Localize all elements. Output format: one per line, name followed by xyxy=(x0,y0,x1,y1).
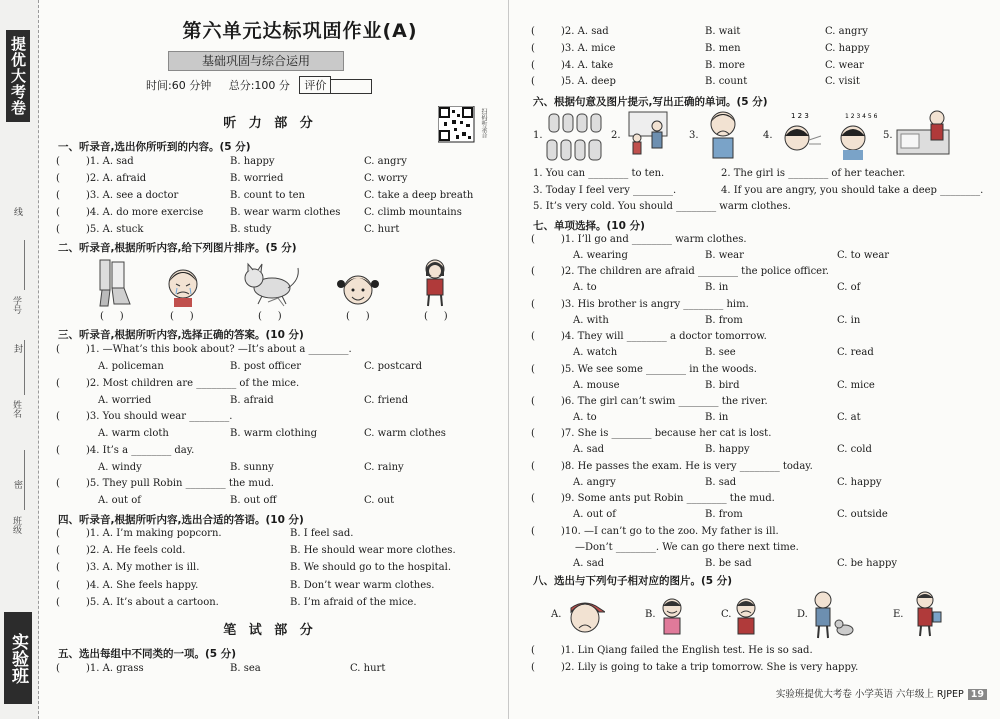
answer-row xyxy=(531,364,757,375)
time-info: 时间:60 分钟 xyxy=(146,79,212,92)
evaluation-box xyxy=(331,79,372,94)
answer-row xyxy=(531,645,813,656)
question-text: )4. It’s a ________ day. xyxy=(86,444,195,456)
option-c: C. hurt xyxy=(350,663,386,674)
fill-blank-line: 1. You can ________ to ten. xyxy=(533,168,665,179)
question-text: )1. I’ll go and ________ warm clothes. xyxy=(561,234,747,245)
answer-paren[interactable]: ( xyxy=(56,579,60,591)
option-a: A. out of xyxy=(573,509,616,521)
answer-row xyxy=(56,190,178,201)
order-paren[interactable]: ( ) xyxy=(100,311,124,322)
answer-paren[interactable]: ( xyxy=(531,396,535,407)
brand-bottom: 实验班 xyxy=(4,612,32,704)
answer-paren[interactable]: ( xyxy=(531,26,535,37)
option-b: B. happy xyxy=(705,444,750,456)
question-text: )3. A. mice xyxy=(561,42,616,54)
answer-row xyxy=(531,266,829,277)
option-a: A. mouse xyxy=(573,379,620,391)
field-line xyxy=(24,450,25,510)
option-b: B. be sad xyxy=(705,557,752,569)
option-b: B. I’m afraid of the mice. xyxy=(290,596,417,608)
answer-paren[interactable]: ( xyxy=(56,596,60,608)
sad-boy-cap-icon xyxy=(565,594,605,638)
section-7-title: 七、单项选择。(10 分) xyxy=(533,220,645,232)
answer-paren[interactable]: ( xyxy=(531,661,535,673)
section-6-title: 六、根据句意及图片提示,写出正确的单词。(5 分) xyxy=(533,96,768,108)
option-b: B. from xyxy=(705,314,743,326)
option-b: B. wear warm clothes xyxy=(230,207,341,218)
answer-row xyxy=(56,478,274,489)
option-b: B. sad xyxy=(705,476,737,488)
section-8-title: 八、选出与下列句子相对应的图片。(5 分) xyxy=(533,575,733,587)
answer-paren[interactable]: ( xyxy=(531,331,535,343)
answer-paren[interactable]: ( xyxy=(56,411,60,422)
answer-row xyxy=(56,207,203,218)
option-a: A. policeman xyxy=(98,361,164,372)
pic-number: 2. xyxy=(611,130,621,141)
question-text: )9. Some ants put Robin ________ the mud. xyxy=(561,493,775,505)
sad-girl-icon xyxy=(733,596,759,638)
answer-row xyxy=(531,299,749,310)
option-c: C. outside xyxy=(837,509,888,521)
option-b: B. Don’t wear warm clothes. xyxy=(290,579,435,591)
order-paren[interactable]: ( ) xyxy=(424,311,448,322)
evaluation-label: 评价 xyxy=(299,76,331,94)
question-text: )5. We see some ________ in the woods. xyxy=(561,363,757,375)
option-b: B. afraid xyxy=(230,394,274,406)
question-text: )6. The girl can’t swim ________ the river. xyxy=(561,396,768,407)
option-c: C. of xyxy=(837,282,861,294)
section-5-title: 五、选出每组中不同类的一项。(5 分) xyxy=(58,648,237,660)
option-c: C. climb mountains xyxy=(364,207,462,218)
question-text: )2. Lily is going to take a trip tomorrow. She is very happy. xyxy=(561,661,859,673)
option-b: B. wear xyxy=(705,250,744,261)
question-text: )3. A. see a doctor xyxy=(86,190,179,201)
question-text: )10. —I can’t go to the zoo. My father is ill. xyxy=(561,525,779,537)
answer-paren[interactable]: ( xyxy=(56,173,60,184)
worried-girl-icon xyxy=(418,256,452,308)
pic-number: 5. xyxy=(883,130,893,141)
option-b: B. men xyxy=(705,42,741,54)
pic-number: 4. xyxy=(763,130,773,141)
answer-row xyxy=(531,234,747,245)
option-a: A. to xyxy=(573,412,597,423)
question-text: —Don’t ________. We can go there next time. xyxy=(575,541,799,553)
option-a: A. to xyxy=(573,282,597,294)
writing-heading: 笔 试 部 分 xyxy=(223,623,317,638)
order-paren[interactable]: ( ) xyxy=(346,311,370,322)
counting-text: 1 2 3 xyxy=(791,112,809,120)
question-text: )8. He passes the exam. He is very ________ today. xyxy=(561,460,813,472)
answer-paren[interactable]: ( xyxy=(56,344,60,355)
section-3-title: 三、听录音,根据所听内容,选择正确的答案。(10 分) xyxy=(58,329,304,341)
option-label: B. xyxy=(645,609,656,620)
boy-with-dog-icon xyxy=(809,590,855,640)
order-paren[interactable]: ( ) xyxy=(170,311,194,322)
boy-with-bag-icon xyxy=(907,590,943,638)
page-title: 第六单元达标巩固作业(A) xyxy=(182,20,418,42)
answer-row xyxy=(56,580,198,591)
option-b: B. sea xyxy=(230,663,261,674)
answer-row xyxy=(531,26,609,37)
answer-paren[interactable]: ( xyxy=(531,298,535,310)
option-b: B. sunny xyxy=(230,461,274,473)
fill-blank-line: 5. It’s very cold. You should ________ warm clothes. xyxy=(533,201,791,212)
binding-strip xyxy=(0,0,39,719)
answer-paren[interactable]: ( xyxy=(56,478,60,489)
teacher-student-icon xyxy=(625,110,671,158)
brand-top: 提优大考卷 xyxy=(6,30,30,122)
answer-paren[interactable]: ( xyxy=(56,224,60,235)
answer-row xyxy=(56,156,134,167)
option-label: C. xyxy=(721,609,732,620)
question-text: )4. A. take xyxy=(561,59,614,71)
footer-text: 实验班提优大考卷 小学英语 六年级上 RJPEP xyxy=(775,689,964,700)
field-line xyxy=(24,340,25,395)
option-label: E. xyxy=(893,609,904,620)
question-text: )1. A. I’m making popcorn. xyxy=(86,528,222,539)
wear-clothes-icon xyxy=(893,108,953,160)
answer-paren[interactable]: ( xyxy=(531,363,535,375)
option-a: A. wearing xyxy=(573,250,628,261)
option-b: B. We should go to the hospital. xyxy=(290,562,452,574)
option-c: C. visit xyxy=(825,76,860,88)
option-c: C. in xyxy=(837,314,861,326)
option-a: A. angry xyxy=(573,476,616,488)
answer-row xyxy=(531,331,767,342)
field-student-id: 学号 xyxy=(11,296,21,314)
cut-mark: 封 xyxy=(14,340,23,357)
option-b: B. worried xyxy=(230,173,284,184)
option-c: C. warm clothes xyxy=(364,428,446,439)
answer-paren[interactable]: ( xyxy=(56,377,60,389)
answer-paren[interactable]: ( xyxy=(56,207,60,218)
happy-girl-icon xyxy=(657,596,687,638)
answer-row xyxy=(56,562,199,573)
option-label: D. xyxy=(797,609,808,620)
option-c: C. read xyxy=(837,347,874,359)
question-text: )3. You should wear ________. xyxy=(86,411,233,422)
counting-hands-icon xyxy=(543,110,605,164)
question-text: )2. The children are afraid ________ the police officer. xyxy=(561,266,829,278)
answer-row xyxy=(531,76,616,87)
question-text: )5. A. deep xyxy=(561,76,616,88)
answer-paren[interactable]: ( xyxy=(531,525,535,537)
cut-mark: 线 xyxy=(14,203,23,220)
option-c: C. wear xyxy=(825,59,864,71)
answer-paren[interactable]: ( xyxy=(531,428,535,440)
answer-paren[interactable]: ( xyxy=(531,59,535,71)
option-c: C. angry xyxy=(825,26,868,37)
option-b: B. post officer xyxy=(230,361,302,372)
option-a: A. sad xyxy=(573,444,605,456)
option-b: B. in xyxy=(705,282,729,294)
answer-paren[interactable]: ( xyxy=(56,528,60,539)
order-paren[interactable]: ( ) xyxy=(258,311,282,322)
answer-row xyxy=(531,60,613,71)
answer-paren[interactable]: ( xyxy=(56,663,60,674)
answer-row xyxy=(531,428,771,439)
option-c: C. hurt xyxy=(364,224,400,235)
answer-row xyxy=(56,411,232,422)
option-c: C. happy xyxy=(837,476,882,488)
answer-paren[interactable]: ( xyxy=(531,266,535,278)
section-4-title: 四、听录音,根据所听内容,选出合适的答语。(10 分) xyxy=(58,514,304,526)
answer-row xyxy=(56,663,144,674)
option-b: B. in xyxy=(705,412,729,423)
option-c: C. postcard xyxy=(364,361,422,372)
section-1-title: 一、听录音,选出你所听到的内容。(5 分) xyxy=(58,141,251,153)
option-c: C. out xyxy=(364,495,395,506)
option-c: C. happy xyxy=(825,42,870,54)
answer-paren[interactable]: ( xyxy=(56,562,60,574)
answer-paren[interactable]: ( xyxy=(56,156,60,167)
cut-mark: 密 xyxy=(14,476,23,493)
answer-paren[interactable]: ( xyxy=(531,645,535,656)
deep-breath-icon xyxy=(773,106,877,162)
answer-row xyxy=(531,396,768,407)
question-text: )4. A. She feels happy. xyxy=(86,579,199,591)
counting-text: 1 2 3 4 5 6 xyxy=(845,113,877,120)
option-a: A. sad xyxy=(573,557,605,569)
page-footer xyxy=(776,686,987,700)
cat-icon xyxy=(238,258,304,308)
field-name: 姓名 xyxy=(11,400,21,418)
pic-number: 1. xyxy=(533,130,543,141)
option-b: B. bird xyxy=(705,379,740,391)
crying-girl-icon xyxy=(162,264,204,308)
option-label: A. xyxy=(551,609,562,620)
answer-row xyxy=(56,545,185,556)
option-b: B. more xyxy=(705,59,745,71)
option-a: A. watch xyxy=(573,347,618,359)
injured-arm-icon xyxy=(94,258,134,308)
smiling-girl-icon xyxy=(336,270,380,310)
fill-blank-line: 3. Today I feel very ________. xyxy=(533,184,677,196)
option-c: C. be happy xyxy=(837,557,898,569)
option-a: A. warm cloth xyxy=(98,428,169,439)
option-b: B. happy xyxy=(230,156,275,167)
answer-paren[interactable]: ( xyxy=(531,42,535,54)
answer-paren[interactable]: ( xyxy=(531,76,535,88)
option-c: C. take a deep breath xyxy=(364,190,474,201)
option-b: B. warm clothing xyxy=(230,428,317,439)
question-text: )1. —What’s this book about? —It’s about a ________. xyxy=(86,344,352,355)
fill-blank-line: 2. The girl is ________ of her teacher. xyxy=(721,168,906,179)
option-c: C. to wear xyxy=(837,250,890,261)
answer-row xyxy=(56,597,219,608)
answer-paren[interactable]: ( xyxy=(531,234,535,245)
option-a: A. windy xyxy=(98,461,142,473)
page-subtitle: 基础巩固与综合运用 xyxy=(168,51,344,71)
question-text: )5. A. stuck xyxy=(86,224,144,235)
question-text: )2. A. afraid xyxy=(86,173,147,184)
answer-paren[interactable]: ( xyxy=(56,545,60,557)
answer-row xyxy=(531,526,779,537)
answer-row xyxy=(56,224,143,235)
option-a: A. worried xyxy=(98,394,152,406)
answer-row xyxy=(531,43,615,54)
option-b: B. out off xyxy=(230,495,277,506)
question-text: )4. A. do more exercise xyxy=(86,207,204,218)
pic-number: 3. xyxy=(689,130,699,141)
page-number: 19 xyxy=(968,689,987,700)
answer-row xyxy=(531,662,858,673)
answer-row xyxy=(56,528,222,539)
question-text: )4. They will ________ a doctor tomorrow. xyxy=(561,331,767,343)
option-c: C. worry xyxy=(364,173,408,184)
answer-row xyxy=(531,493,775,504)
listening-heading: 听 力 部 分 xyxy=(223,116,317,131)
field-class: 班级 xyxy=(11,516,21,534)
question-text: )2. A. sad xyxy=(561,26,609,37)
option-b: B. wait xyxy=(705,26,741,37)
answer-row xyxy=(56,173,146,184)
question-text: )2. A. He feels cold. xyxy=(86,545,186,557)
answer-row xyxy=(56,344,352,355)
option-c: C. mice xyxy=(837,379,875,391)
question-text: )1. Lin Qiang failed the English test. He is so sad. xyxy=(561,645,813,656)
sad-boy-icon xyxy=(705,108,741,162)
section-2-title: 二、听录音,根据所听内容,给下列图片排序。(5 分) xyxy=(58,242,297,254)
option-a: A. out of xyxy=(98,495,141,506)
option-b: B. He should wear more clothes. xyxy=(290,545,456,557)
answer-paren[interactable]: ( xyxy=(56,444,60,456)
fill-blank-line: 4. If you are angry, you should take a deep ________. xyxy=(721,184,984,196)
option-b: B. study xyxy=(230,224,272,235)
option-b: B. count to ten xyxy=(230,190,305,201)
qr-label: 扫码听录音 xyxy=(480,108,487,138)
question-text: )3. His brother is angry ________ him. xyxy=(561,298,749,310)
option-a: A. with xyxy=(573,314,609,326)
option-b: B. I feel sad. xyxy=(290,528,354,539)
option-c: C. cold xyxy=(837,444,872,456)
option-b: B. count xyxy=(705,76,748,88)
question-text: )2. Most children are ________ of the mice. xyxy=(86,377,300,389)
answer-row xyxy=(56,378,299,389)
exam-meta xyxy=(146,76,372,94)
score-info: 总分:100 分 xyxy=(228,79,290,92)
option-b: B. from xyxy=(705,509,743,521)
right-page xyxy=(508,0,1000,719)
option-c: C. at xyxy=(837,412,861,423)
option-c: C. friend xyxy=(364,394,409,406)
answer-paren[interactable]: ( xyxy=(531,460,535,472)
option-c: C. rainy xyxy=(364,461,404,473)
question-text: )3. A. My mother is ill. xyxy=(86,562,200,574)
question-text: )7. She is ________ because her cat is lost. xyxy=(561,428,772,440)
question-text: )5. A. It’s about a cartoon. xyxy=(86,596,219,608)
field-line xyxy=(24,240,25,290)
option-b: B. see xyxy=(705,347,736,359)
question-text: )5. They pull Robin ________ the mud. xyxy=(86,478,274,489)
option-c: C. angry xyxy=(364,156,407,167)
question-text: )1. A. sad xyxy=(86,156,134,167)
answer-paren[interactable]: ( xyxy=(531,493,535,505)
answer-row xyxy=(531,461,813,472)
question-text: )1. A. grass xyxy=(86,663,144,674)
answer-row xyxy=(56,445,194,456)
answer-paren[interactable]: ( xyxy=(56,190,60,201)
